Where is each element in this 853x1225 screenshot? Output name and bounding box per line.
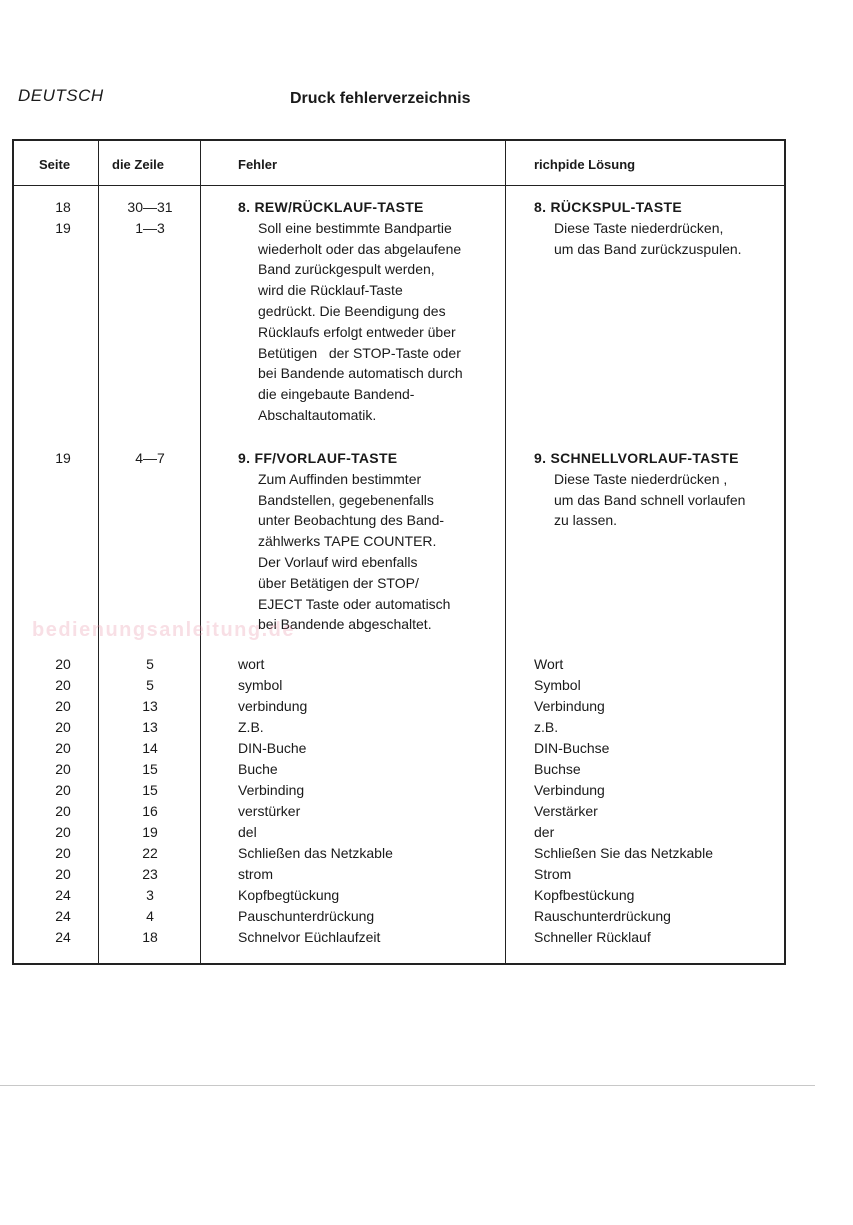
row-loesung: Strom [534, 866, 572, 882]
row-seite: 20 [55, 656, 71, 672]
row-seite: 20 [55, 698, 71, 714]
row-loesung: z.B. [534, 719, 559, 735]
fehler-line: bei Bandende automatisch durch [258, 365, 463, 382]
row-fehler: Schnelvor Eüchlaufzeit [238, 929, 381, 945]
row-zeile: 3 [146, 887, 154, 903]
row-loesung: Kopfbestückung [534, 887, 635, 903]
row-seite: 20 [55, 761, 71, 777]
row-fehler: Pauschunterdrückung [238, 908, 375, 924]
row-loesung: Rauschunterdrückung [534, 908, 671, 924]
table-row [14, 761, 784, 782]
fehler-line: wiederholt oder das abgelaufene [258, 240, 462, 257]
row-zeile: 23 [142, 866, 158, 882]
row-loesung: Verbindung [534, 782, 605, 798]
table-row [14, 803, 784, 824]
row-seite: 24 [55, 929, 71, 945]
row-zeile: 19 [142, 824, 158, 840]
table-row [14, 866, 784, 887]
page-title: Druck fehlerverzeichnis [290, 90, 471, 107]
zeile-value: 1—3 [135, 219, 165, 236]
row-seite: 20 [55, 824, 71, 840]
block2-fehler [238, 448, 450, 635]
loesung-line: zu lassen. [554, 512, 618, 529]
fehler-line: Abschaltautomatik. [258, 406, 377, 423]
block2-loesung [534, 448, 745, 531]
loesung-heading: 8. RÜCKSPUL-TASTE [534, 199, 682, 215]
row-loesung: Symbol [534, 677, 581, 693]
fehler-line: zählwerks TAPE COUNTER. [258, 533, 437, 550]
row-fehler: symbol [238, 677, 283, 693]
row-loesung: Schließen Sie das Netzkable [534, 845, 713, 861]
fehler-line: Zum Auffinden bestimmter [258, 470, 422, 487]
loesung-line: um das Band zurückzuspulen. [554, 240, 742, 257]
watermark-text: bedienungsanleitung.de [32, 619, 296, 641]
fehler-line: unter Beobachtung des Band- [258, 512, 445, 529]
fehler-line: EJECT Taste oder automatisch [258, 595, 451, 612]
row-fehler: Buche [238, 761, 278, 777]
seite-value: 18 [55, 199, 71, 215]
row-seite: 20 [55, 677, 71, 693]
column-header-fehler: Fehler [238, 157, 278, 172]
row-seite: 24 [55, 887, 71, 903]
table-row [14, 824, 784, 845]
block2-zeile: 4—7 [135, 450, 165, 466]
table-row [14, 887, 784, 908]
fehler-line: Betütigen der STOP-Taste oder [258, 344, 461, 361]
seite-value: 19 [55, 219, 71, 236]
table-row [14, 908, 784, 929]
loesung-line: Diese Taste niederdrücken , [554, 470, 728, 487]
fehler-line: die eingebaute Bandend- [258, 386, 415, 403]
table-row [14, 719, 784, 740]
row-loesung: Schneller Rücklauf [534, 929, 651, 945]
row-seite: 20 [55, 740, 71, 756]
row-loesung: Verbindung [534, 698, 605, 714]
fehler-line: Rücklaufs erfolgt entweder über [258, 323, 456, 340]
row-fehler: verstürker [238, 803, 301, 819]
row-seite: 20 [55, 866, 71, 882]
row-fehler: Verbinding [238, 782, 305, 798]
table-row [14, 929, 784, 950]
fehler-line: Der Vorlauf wird ebenfalls [258, 553, 418, 570]
row-fehler: Kopfbegtückung [238, 887, 340, 903]
column-header-zeile: die Zeile [112, 157, 165, 172]
row-fehler: Schließen das Netzkable [238, 845, 393, 861]
loesung-heading: 9. SCHNELLVORLAUF-TASTE [534, 450, 739, 466]
table-row [14, 845, 784, 866]
row-loesung: Wort [534, 656, 564, 672]
row-zeile: 4 [146, 908, 154, 924]
loesung-line: um das Band schnell vorlaufen [554, 491, 746, 508]
table-row [14, 698, 784, 719]
row-zeile: 22 [142, 845, 158, 861]
fehler-line: wird die Rücklauf-Taste [258, 282, 403, 299]
row-fehler: strom [238, 866, 273, 882]
row-loesung: Buchse [534, 761, 581, 777]
fehler-heading: 9. FF/VORLAUF-TASTE [238, 450, 398, 466]
row-seite: 20 [55, 719, 71, 735]
row-fehler: Z.B. [238, 719, 264, 735]
row-fehler: wort [238, 656, 265, 672]
row-loesung: DIN-Buchse [534, 740, 610, 756]
row-zeile: 14 [142, 740, 158, 756]
fehler-line: bei Bandende abgeschaltet. [258, 616, 432, 633]
fehler-line: Bandstellen, gegebenenfalls [258, 491, 434, 508]
block1-zeile [124, 197, 176, 239]
row-seite: 20 [55, 845, 71, 861]
errata-table [12, 139, 786, 965]
column-header-seite: Seite [39, 157, 71, 172]
row-zeile: 15 [142, 761, 158, 777]
row-fehler: del [238, 824, 257, 840]
row-fehler: DIN-Buche [238, 740, 307, 756]
row-zeile: 16 [142, 803, 158, 819]
row-fehler: verbindung [238, 698, 308, 714]
block1-fehler [238, 197, 463, 426]
row-zeile: 15 [142, 782, 158, 798]
row-seite: 24 [55, 908, 71, 924]
table-row [14, 782, 784, 803]
loesung-line: Diese Taste niederdrücken, [554, 219, 724, 236]
row-seite: 20 [55, 803, 71, 819]
page-divider [0, 1085, 815, 1086]
row-zeile: 18 [142, 929, 158, 945]
fehler-line: Soll eine bestimmte Bandpartie [258, 219, 452, 236]
fehler-line: über Betätigen der STOP/ [258, 574, 419, 591]
row-zeile: 13 [142, 719, 158, 735]
row-zeile: 5 [146, 677, 154, 693]
column-header-loesung: richpide Lösung [534, 157, 636, 172]
block2-seite: 19 [55, 450, 71, 466]
fehler-heading: 8. REW/RÜCKLAUF-TASTE [238, 199, 424, 215]
block1-seite [39, 197, 87, 239]
table-row [14, 656, 784, 677]
zeile-value: 30—31 [127, 199, 173, 215]
table-row [14, 677, 784, 698]
block1-loesung [534, 197, 742, 259]
row-zeile: 5 [146, 656, 154, 672]
language-label: DEUTSCH [18, 86, 104, 105]
table-row [14, 740, 784, 761]
row-loesung: der [534, 824, 555, 840]
fehler-line: gedrückt. Die Beendigung des [258, 302, 446, 319]
header-divider [14, 185, 784, 186]
row-loesung: Verstärker [534, 803, 598, 819]
row-zeile: 13 [142, 698, 158, 714]
fehler-line: Band zurückgespult werden, [258, 261, 435, 278]
row-seite: 20 [55, 782, 71, 798]
